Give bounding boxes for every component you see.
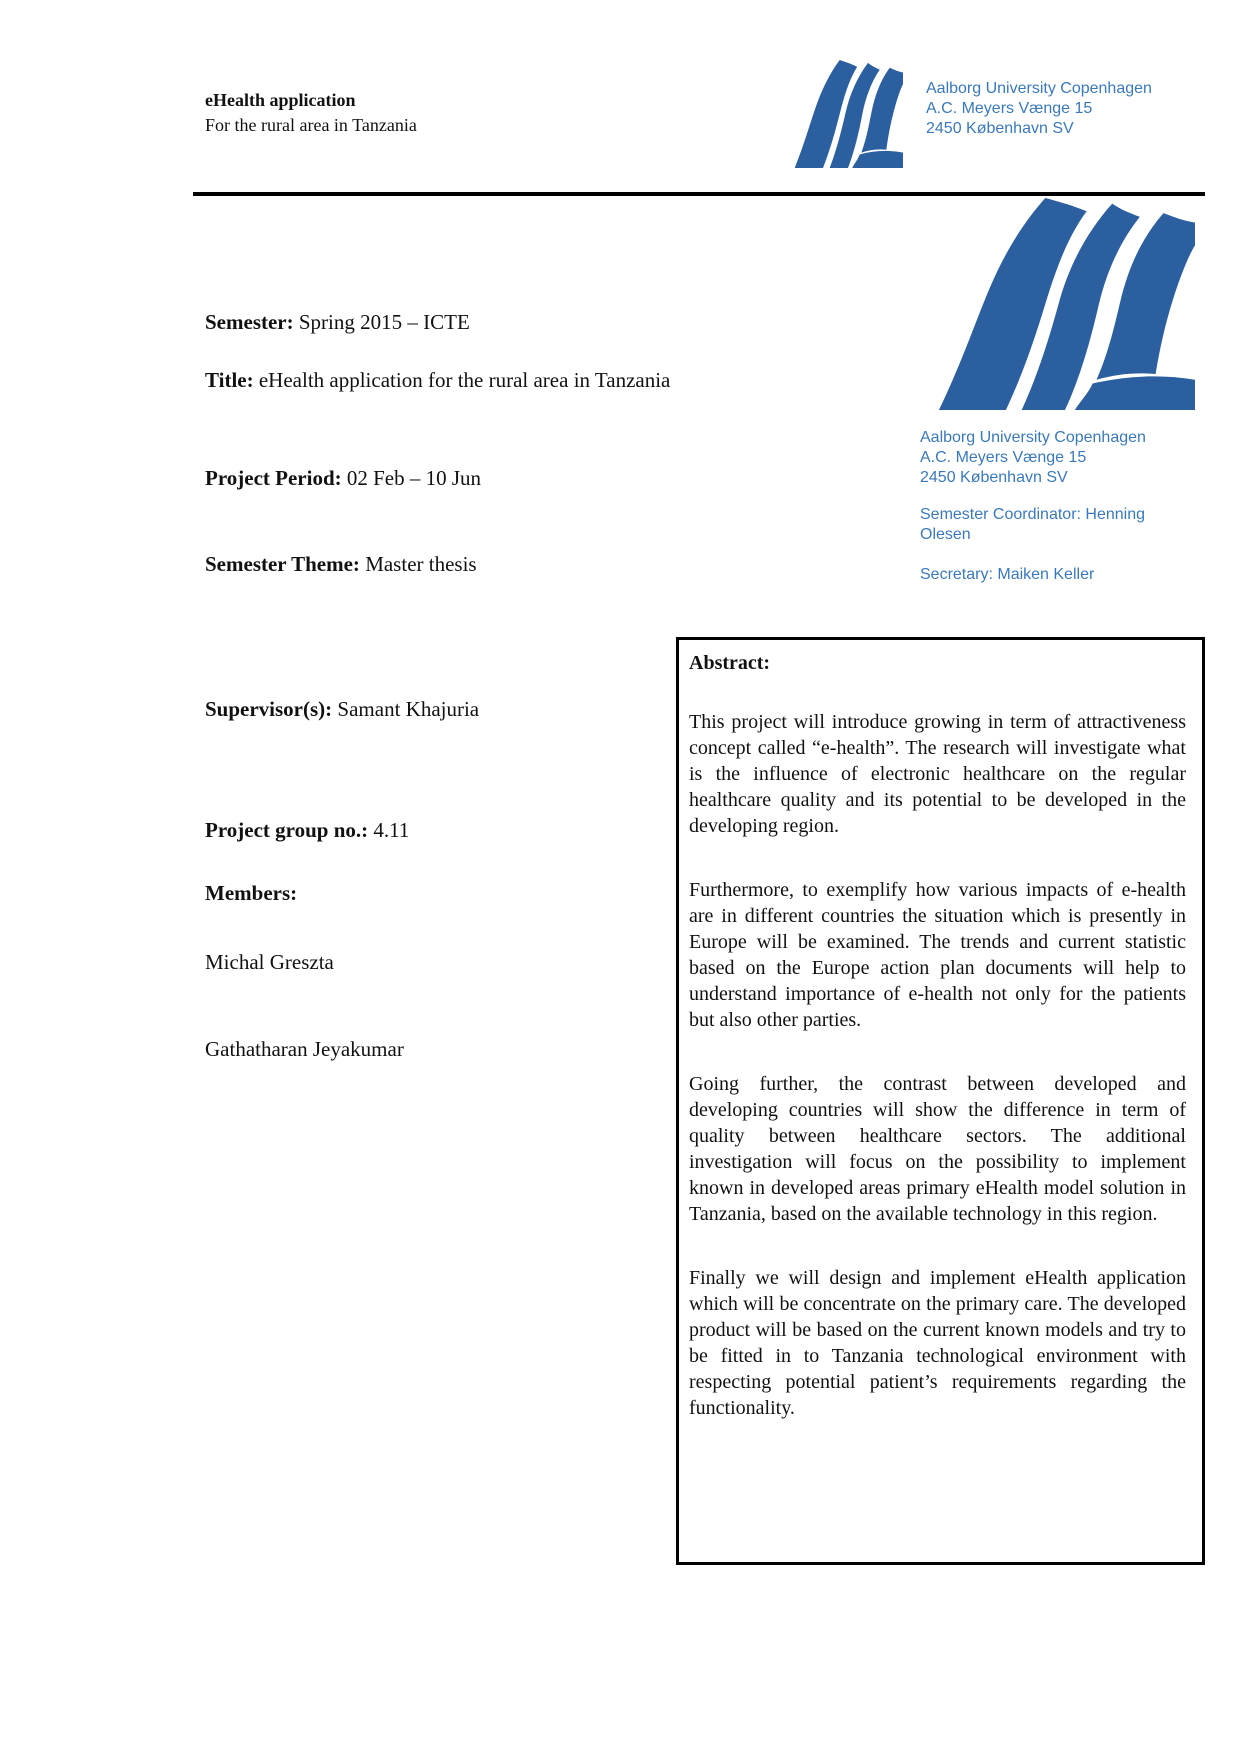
abstract-paragraph-2: Furthermore, to exemplify how various impacts of e-health are in different countries the situation which is presently in Europe will be examined. The trends and current statistic based on the Europe action plan documents will help to understand importance of e-health not only for the patients but also other parties. <box>689 879 1186 1031</box>
aau-logo-large-icon <box>935 198 1195 410</box>
university-address-line1: A.C. Meyers Vænge 15 <box>920 449 1087 466</box>
field-project-group <box>205 818 409 843</box>
project-period-value: 02 Feb – 10 Jun <box>346 466 482 490</box>
university-address-line2: 2450 København SV <box>926 120 1074 137</box>
university-name: Aalborg University Copenhagen <box>920 429 1146 446</box>
semester-theme-label: Semester Theme: <box>205 552 360 576</box>
abstract-box <box>676 637 1205 1565</box>
semester-value: Spring 2015 – ICTE <box>298 310 470 334</box>
semester-theme-value: Master thesis <box>365 552 477 576</box>
project-group-value: 4.11 <box>373 818 410 842</box>
supervisor-label: Supervisor(s): <box>205 697 333 721</box>
project-subtitle: For the rural area in Tanzania <box>205 115 417 135</box>
project-title: eHealth application <box>205 90 356 110</box>
field-semester <box>205 310 470 335</box>
abstract-heading: Abstract: <box>689 652 771 674</box>
university-address-line2: 2450 København SV <box>920 469 1068 486</box>
university-name: Aalborg University Copenhagen <box>926 80 1152 97</box>
supervisor-value: Samant Khajuria <box>337 697 480 721</box>
field-semester-theme <box>205 552 477 577</box>
members-label: Members: <box>205 881 298 905</box>
semester-label: Semester: <box>205 310 294 334</box>
sidebar-university-address <box>920 428 1146 488</box>
header-project-block <box>205 88 417 138</box>
abstract-paragraph-1: This project will introduce growing in term of attractiveness concept called “e-health”. The research will investigate what is the influence of electronic healthcare on the regular healthcare quality and its potential to be developed in the developing region. <box>689 711 1186 837</box>
abstract-paragraph-3: Going further, the contrast between developed and developing countries will show the difference in term of quality between healthcare sectors. The additional investigation will focus on the possibility to implement known in developed areas primary eHealth model solution in Tanzania, based on the available technology in this region. <box>689 1073 1186 1225</box>
field-members-heading <box>205 881 297 906</box>
field-supervisor <box>205 697 479 722</box>
aau-logo-small-icon <box>793 60 903 168</box>
title-label: Title: <box>205 368 254 392</box>
header-divider-rule <box>193 192 1205 196</box>
field-project-period <box>205 466 481 491</box>
project-period-label: Project Period: <box>205 466 342 490</box>
member-name-2: Gathatharan Jeyakumar <box>205 1037 404 1061</box>
member-name-1: Michal Greszta <box>205 950 334 974</box>
university-address-line1: A.C. Meyers Vænge 15 <box>926 100 1093 117</box>
semester-coordinator: Semester Coordinator: Henning Olesen <box>920 506 1146 543</box>
abstract-paragraph-4: Finally we will design and implement eHealth application which will be concentrate on the primary care. The developed product will be based on the current known models and try to be fitted in to Tanzania technological environment with respecting potential patient’s requirements regarding the functionality. <box>689 1267 1186 1419</box>
title-value: eHealth application for the rural area in Tanzania <box>258 368 671 392</box>
secretary: Secretary: Maiken Keller <box>920 566 1095 583</box>
header-university-address <box>926 79 1152 139</box>
project-group-label: Project group no.: <box>205 818 369 842</box>
field-title <box>205 368 670 393</box>
